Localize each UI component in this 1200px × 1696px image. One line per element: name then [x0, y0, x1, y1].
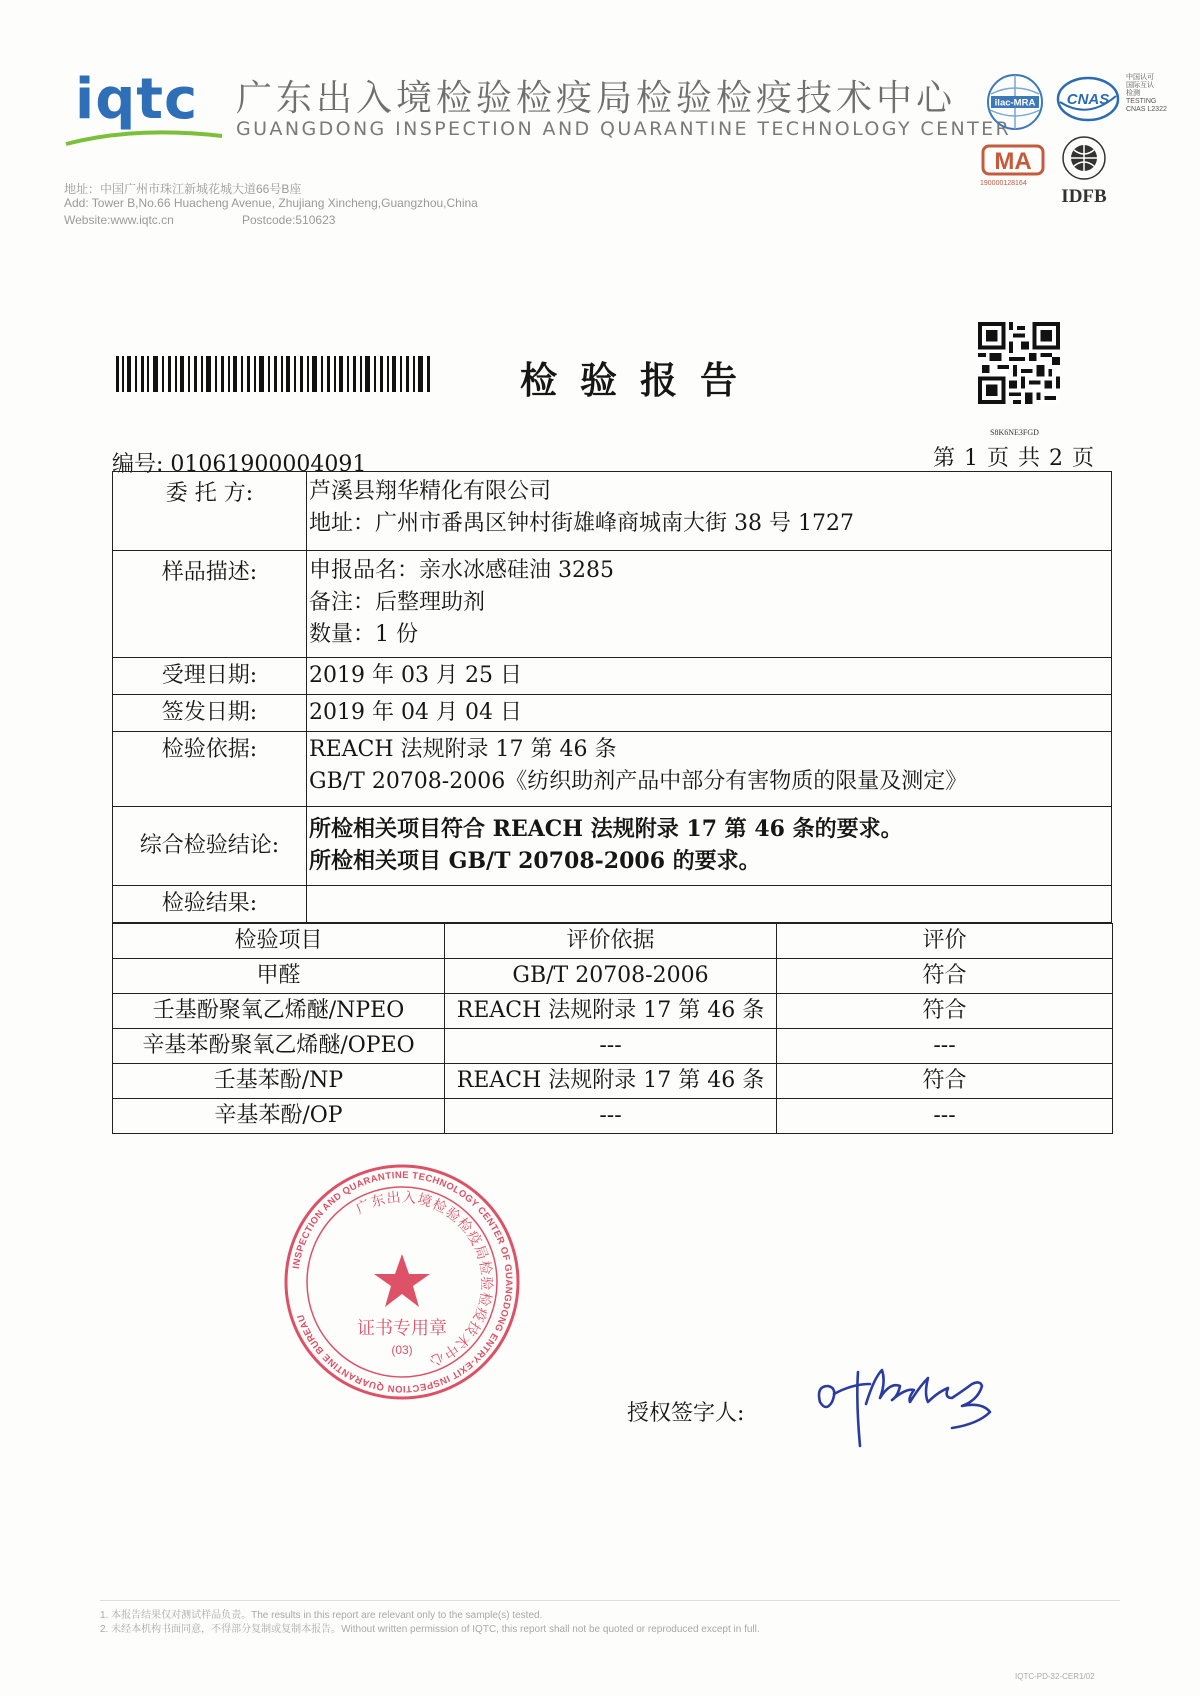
result-basis: REACH 法规附录 17 第 46 条: [445, 994, 777, 1029]
result-evaluation: 符合: [777, 994, 1113, 1029]
cnas-note: 中国认可 国际互认 检测 TESTING CNAS L2322: [1126, 74, 1167, 113]
conclusion-cell: [307, 807, 1112, 886]
ilac-mra-badge-icon: [985, 72, 1045, 132]
table-row: [113, 959, 1113, 994]
cnas-badge-icon: [1056, 76, 1120, 122]
table-row: [113, 1099, 1113, 1134]
conclusion-line-2: 所检相关项目 GB/T 20708-2006 的要求。: [309, 848, 761, 874]
qr-code-text: S8K6NE3FGD: [990, 428, 1039, 437]
result-basis: REACH 法规附录 17 第 46 条: [445, 1064, 777, 1099]
result-item: 甲醛: [113, 959, 445, 994]
conclusion-line-1: 所检相关项目符合 REACH 法规附录 17 第 46 条的要求。: [309, 816, 903, 842]
sample-quantity: 数量：1 份: [309, 622, 418, 647]
org-name-cn: 广东出入境检验检疫局检验检疫技术中心: [236, 78, 957, 119]
client-address: 地址：广州市番禺区钟村街雄峰商城南大街 38 号 1727: [309, 511, 854, 536]
sample-note: 备注：后整理助剂: [309, 590, 486, 615]
footer-note-2: 2. 未经本机构书面同意，不得部分复制或复制本报告。Without written permission of IQTC, this report shall not be quoted or reproduced except in full.: [100, 1624, 760, 1635]
signatory-label: 授权签字人:: [627, 1401, 745, 1426]
result-item: 辛基苯酚聚氧乙烯醚/OPEO: [113, 1029, 445, 1064]
info-table: [112, 471, 1112, 923]
result-item: 壬基酚聚氧乙烯醚/NPEO: [113, 994, 445, 1029]
result-evaluation: ---: [777, 1029, 1113, 1064]
report-title: 检验报告: [520, 359, 760, 402]
sample-row: [113, 551, 1112, 658]
results-header-row: [113, 924, 1113, 959]
official-seal-icon: [282, 1162, 522, 1402]
report-number: 01061900004091: [170, 452, 367, 477]
sample-name: 申报品名：亲水冰感硅油 3285: [309, 558, 614, 583]
cnas-badge-text: CNAS: [1066, 91, 1110, 108]
result-item: 辛基苯酚/OP: [113, 1099, 445, 1134]
results-header-basis: 评价依据: [445, 924, 777, 959]
seal-center-text: 证书专用章: [357, 1318, 447, 1339]
logo-swoosh-icon: [64, 128, 224, 146]
result-basis: ---: [445, 1099, 777, 1134]
form-code: IQTC-PD-32-CER1/02: [1015, 1672, 1095, 1681]
svg-text:广东出入境检验检疫局检验检疫技术中心: [354, 1190, 495, 1369]
iqtc-logo: iqtc: [75, 67, 199, 132]
postcode: Postcode:510623: [242, 213, 336, 227]
footer-divider: [100, 1600, 1120, 1601]
qr-code-icon: [978, 322, 1060, 404]
issued-date: 2019 年 04 月 04 日: [307, 695, 1112, 732]
barcode-icon: [116, 356, 432, 392]
results-label-spacer: [307, 886, 1112, 923]
client-name: 芦溪县翔华精化有限公司: [309, 479, 552, 504]
idfb-badge-text: IDFB: [1061, 186, 1107, 207]
table-row: [113, 1064, 1113, 1099]
results-label: 检验结果:: [113, 886, 307, 923]
address-en: Add: Tower B,No.66 Huacheng Avenue, Zhujiang Xincheng,Guangzhou,China: [64, 196, 478, 210]
table-row: [113, 994, 1113, 1029]
result-evaluation: 符合: [777, 1064, 1113, 1099]
issued-date-label: 签发日期:: [113, 695, 307, 732]
basis-line-2: GB/T 20708-2006《纺织助剂产品中部分有害物质的限量及测定》: [309, 769, 968, 794]
address-cn: 地址：中国广州市珠江新城花城大道66号B座: [64, 182, 302, 196]
table-row: [113, 1029, 1113, 1064]
result-evaluation: 符合: [777, 959, 1113, 994]
client-cell: [307, 472, 1112, 551]
received-date: 2019 年 03 月 25 日: [307, 658, 1112, 695]
cma-number: 190000128164: [980, 180, 1027, 187]
results-table: [112, 923, 1113, 1134]
result-evaluation: ---: [777, 1099, 1113, 1134]
result-basis: ---: [445, 1029, 777, 1064]
seal-ring-en: INSPECTION AND QUARANTINE TECHNOLOGY CENTER OF GUANGDONG ENTRY-EXIT INSPECTION QUARANTINE BUREAU: [290, 1169, 515, 1395]
basis-cell: [307, 732, 1112, 807]
sample-label: 样品描述:: [113, 551, 307, 658]
report-table: [112, 471, 1112, 1134]
basis-row: [113, 732, 1112, 807]
received-date-label: 受理日期:: [113, 658, 307, 695]
seal-number: (03): [391, 1343, 413, 1357]
conclusion-label: 综合检验结论:: [113, 807, 307, 886]
results-label-row: [113, 886, 1112, 923]
client-row: [113, 472, 1112, 551]
sample-cell: [307, 551, 1112, 658]
seal-ring-cn: 广东出入境检验检疫局检验检疫技术中心: [353, 1189, 495, 1370]
basis-line-1: REACH 法规附录 17 第 46 条: [309, 737, 617, 762]
handwritten-signature-icon: [812, 1342, 1002, 1452]
result-basis: GB/T 20708-2006: [445, 959, 777, 994]
idfb-badge-icon: [1052, 134, 1116, 208]
ma-badge-text: MA: [994, 148, 1032, 175]
report-number-label: 编号:: [112, 452, 164, 477]
page-info: 第 1 页 共 2 页: [933, 446, 1095, 471]
issued-date-row: [113, 695, 1112, 732]
basis-label: 检验依据:: [113, 732, 307, 807]
results-header-item: 检验项目: [113, 924, 445, 959]
ilac-badge-text: ilac-MRA: [994, 97, 1036, 109]
website: Website:www.iqtc.cn: [64, 213, 174, 227]
client-label: 委 托 方:: [113, 472, 307, 551]
footer-note-1: 1. 本报告结果仅对测试样品负责。The results in this report are relevant only to the sample(s) tested.: [100, 1610, 543, 1621]
received-date-row: [113, 658, 1112, 695]
result-item: 壬基苯酚/NP: [113, 1064, 445, 1099]
org-name-en: GUANGDONG INSPECTION AND QUARANTINE TECHNOLOGY CENTER: [236, 118, 1012, 140]
conclusion-row: [113, 807, 1112, 886]
results-header-evaluation: 评价: [777, 924, 1113, 959]
